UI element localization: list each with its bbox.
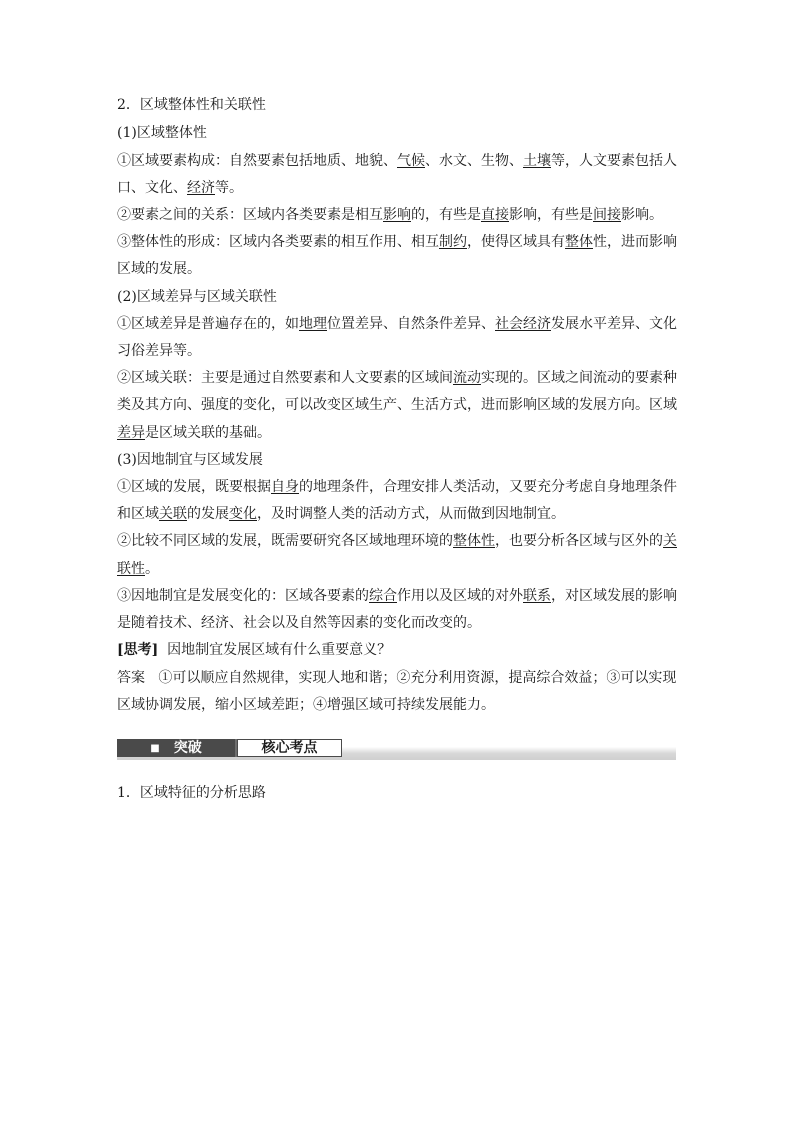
underlined-term: 流动 [453,370,481,386]
section-title: 1．区域特征的分析思路 [117,785,266,801]
underlined-term: 间接 [593,207,621,223]
underlined-term: 关联 [159,506,187,522]
text-run: 的，有些是 [411,207,481,223]
underlined-term: 气候 [397,153,425,169]
underlined-term: 整体 [565,234,593,250]
paragraph-line [117,425,677,441]
text-run: ②要素之间的关系：区域内各类要素是相互 [117,207,383,223]
text-run: 等，人文要素包括人 [551,153,677,169]
text-run: ③整体性的形成：区域内各类要素的相互作用、相互 [117,234,439,250]
underlined-term: 联系 [523,588,551,604]
section-banner [117,738,676,760]
text-run: ①区域的发展，既要根据 [117,479,271,495]
underlined-term: 地理 [299,316,327,332]
paragraph-line [117,533,677,549]
text-run: 影响，有些是 [509,207,593,223]
text-run: ，也要分析各区域与区外的 [495,533,663,549]
paragraph-line: 区域的发展。 [117,261,201,277]
paragraph-line [117,207,677,223]
subsection-title: (3)因地制宜与区域发展 [117,452,263,468]
paragraph-line [117,561,677,577]
paragraph-line [117,153,677,169]
underlined-term: 关 [663,533,677,549]
text-run: 发展水平差异、文化 [551,316,677,332]
paragraph-line [117,370,677,386]
text-run: 、水文、生物、 [425,153,523,169]
paragraph-line [117,234,677,250]
text-run: 影响。 [621,207,663,223]
think-question [117,642,677,658]
text-run: 和区域 [117,506,159,522]
paragraph-line: 类及其方向、强度的变化，可以改变区域生产、生活方式，进而影响区域的发展方向。区域 [117,397,677,413]
text-run: 性，进而影响 [593,234,677,250]
text-run: 的发展 [187,506,229,522]
text-run: 位置差异、自然条件差异、 [327,316,495,332]
text-run: ，及时调整人类的活动方式，从而做到因地制宜。 [257,506,565,522]
paragraph-line: 是随着技术、经济、社会以及自然等因素的变化而改变的。 [117,615,481,631]
text-run: 。 [145,561,159,577]
subsection-title: (2)区域差异与区域关联性 [117,289,277,305]
paragraph-line [117,588,677,604]
text-run: ③因地制宜是发展变化的：区域各要素的 [117,588,369,604]
text-run: ①区域差异是普遍存在的，如 [117,316,299,332]
banner-left-text: 突破 [173,740,202,756]
underlined-term: 变化 [229,506,257,522]
underlined-term: 经济 [187,180,215,196]
underlined-term: 联性 [117,561,145,577]
underlined-term: 综合 [369,588,397,604]
answer-line: 区域协调发展，缩小区域差距；④增强区域可持续发展能力。 [117,697,495,713]
square-bullet-icon: ■ [150,743,160,754]
text-run: ①区域要素构成：自然要素包括地质、地貌、 [117,153,397,169]
text-run: ，对区域发展的影响 [551,588,677,604]
underlined-term: 直接 [481,207,509,223]
text-run: 的地理条件，合理安排人类活动，又要充分考虑自身地理条件 [299,479,677,495]
paragraph-line [117,479,677,495]
underlined-term: 整体性 [453,533,495,549]
answer-label: 答案 [117,670,145,686]
underlined-term: 制约 [439,234,467,250]
paragraph-line [117,506,677,522]
text-run: ②区域关联：主要是通过自然要素和人文要素的区域间 [117,370,453,386]
think-label: [思考] [117,642,159,658]
answer-text: ①可以顺应自然规律，实现人地和谐；②充分利用资源，提高综合效益；③可以实现 [158,670,677,686]
text-run: 等。 [215,180,243,196]
paragraph-line: 习俗差异等。 [117,343,201,359]
think-text: 因地制宜发展区域有什么重要意义？ [167,642,392,658]
subsection-title: (1)区域整体性 [117,125,207,141]
underlined-term: 土壤 [523,153,551,169]
banner-label-right: 核心考点 [237,739,342,757]
text-run: 是区域关联的基础。 [145,425,271,441]
underlined-term: 自身 [271,479,299,495]
section-title: 2．区域整体性和关联性 [117,97,266,113]
text-run: ②比较不同区域的发展，既需要研究各区域地理环境的 [117,533,453,549]
paragraph-line [117,316,677,332]
underlined-term: 影响 [383,207,411,223]
paragraph-line [117,180,677,196]
text-run: 口、文化、 [117,180,187,196]
underlined-term: 社会经济 [495,316,551,332]
text-run: 作用以及区域的对外 [397,588,523,604]
text-run: ，使得区域具有 [467,234,565,250]
text-run: 实现的。区域之间流动的要素种 [481,370,677,386]
answer-line [117,670,677,686]
banner-label-left [117,739,235,757]
underlined-term: 差异 [117,425,145,441]
